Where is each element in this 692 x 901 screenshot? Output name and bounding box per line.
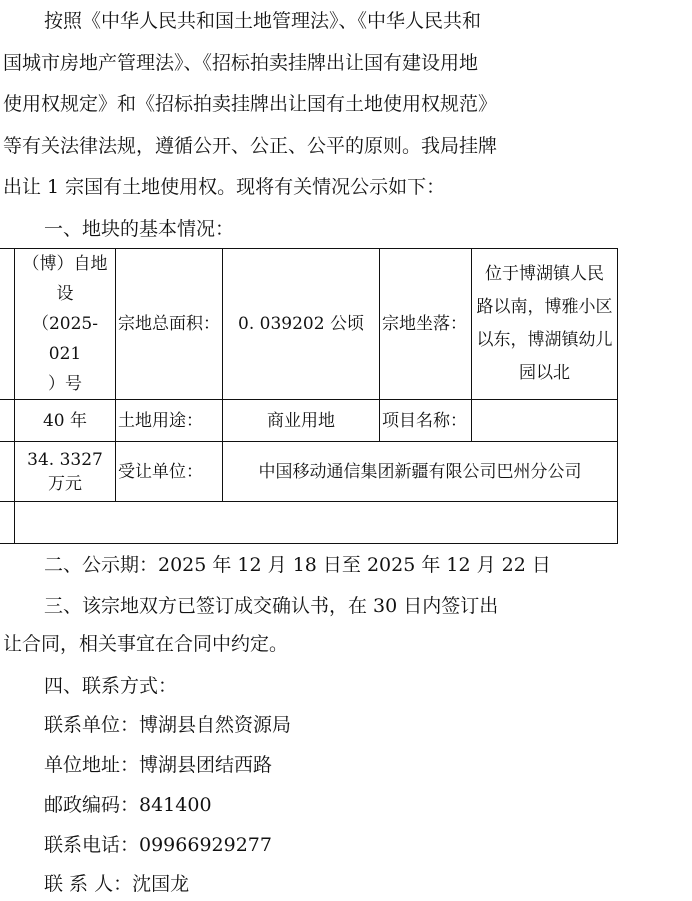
use-value: 商业用地 [267, 410, 335, 431]
location-line-2: 路以南，博雅小区 [476, 297, 613, 317]
parcel-no-line-2: 设 [56, 284, 74, 304]
price-line-1: 34. 3327 [27, 449, 103, 470]
term-value-cell [15, 400, 116, 442]
contact-unit: 联系单位：博湖县自然资源局 [44, 714, 292, 736]
section-1-heading: 一、地块的基本情况： [44, 218, 235, 240]
section-3-line-2: 让合同，相关事宜在合同中约定。 [3, 633, 289, 655]
section-3-line-1: 三、该宗地双方已签订成交确认书，在 30 日内签订出 [44, 595, 499, 617]
price-line-2: 万元 [48, 473, 82, 494]
table-row [0, 400, 618, 442]
location-value-cell [472, 249, 618, 400]
section-2-period: 二、公示期：2025 年 12 月 18 日至 2025 年 12 月 22 日 [44, 554, 551, 576]
transferee-value: 中国移动通信集团新疆有限公司巴州分公司 [258, 461, 582, 482]
term-label-cell [0, 400, 15, 442]
parcel-no-value-cell [15, 249, 116, 400]
parcel-no-line-4: ）号 [48, 374, 82, 394]
empty-label-cell [0, 502, 15, 544]
contact-postcode: 邮政编码：841400 [44, 794, 212, 816]
transferee-label-cell [116, 442, 223, 502]
project-label: 项目名称： [382, 410, 467, 431]
transferee-value-cell [223, 442, 618, 502]
parcel-no-line-3: （2025-021 [31, 314, 98, 364]
area-value: 0. 039202 公顷 [238, 314, 364, 334]
table-row [0, 442, 618, 502]
area-label: 宗地总面积： [118, 314, 220, 334]
table-row [0, 502, 618, 544]
intro-line-5: 出让 1 宗国有土地使用权。现将有关情况公示如下： [3, 176, 446, 198]
term-value: 40 年 [42, 410, 88, 431]
parcel-no-label-cell [0, 249, 15, 400]
transferee-label: 受让单位： [118, 461, 203, 482]
use-value-cell [223, 400, 380, 442]
parcel-no-line-1: （博）自地 [22, 254, 108, 274]
intro-line-1: 按照《中华人民共和国土地管理法》、《中华人民共和 [44, 10, 482, 32]
project-value-cell [472, 400, 618, 442]
project-label-cell [380, 400, 472, 442]
land-info-table [0, 248, 618, 544]
contact-phone: 联系电话：09966929277 [44, 834, 272, 856]
location-label: 宗地坐落： [382, 314, 467, 334]
intro-line-3: 使用权规定》和《招标拍卖挂牌出让国有土地使用权规范》 [3, 93, 498, 115]
location-line-4: 园以北 [519, 363, 570, 383]
location-line-3: 以东，博湖镇幼儿 [476, 330, 613, 350]
location-label-cell [380, 249, 472, 400]
intro-line-4: 等有关法律法规，遵循公开、公正、公平的原则。我局挂牌 [3, 135, 498, 157]
use-label-cell [116, 400, 223, 442]
contact-address: 单位地址：博湖县团结西路 [44, 754, 273, 776]
table-row [0, 249, 618, 400]
area-value-cell [223, 249, 380, 400]
price-label-cell [0, 442, 15, 502]
contact-person: 联 系 人：沈国龙 [44, 873, 190, 895]
intro-line-2: 国城市房地产管理法》、《招标拍卖挂牌出让国有建设用地 [3, 52, 479, 74]
section-4-heading: 四、联系方式： [44, 675, 178, 697]
location-line-1: 位于博湖镇人民 [485, 264, 604, 284]
price-value-cell [15, 442, 116, 502]
use-label: 土地用途： [118, 410, 203, 431]
empty-value-cell [15, 502, 618, 544]
area-label-cell [116, 249, 223, 400]
